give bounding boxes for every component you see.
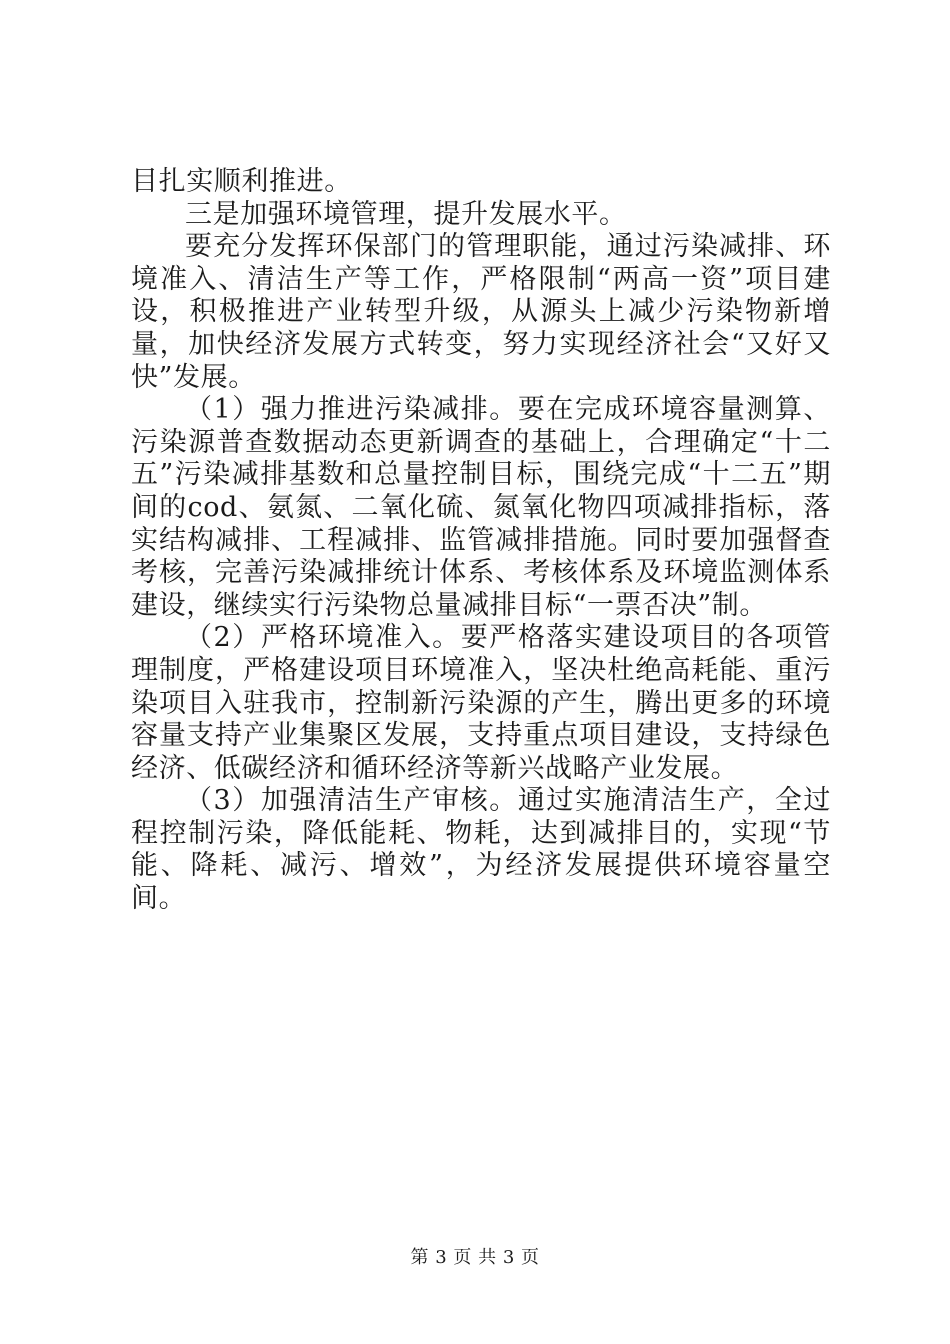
paragraph-item-2-environmental-access: （2）严格环境准入。要严格落实建设项目的各项管理制度，严格建设项目环境准入，坚决杜绝高耗能、重污染项目入驻我市，控制新污染源的产生，腾出更多的环境容量支持产业集聚区发展，支持重点项目建设，支持绿色经济、低碳经济和循环经济等新兴战略产业发展。 (131, 622, 831, 784)
paragraph-item-3-clean-production: （3）加强清洁生产审核。通过实施清洁生产，全过程控制污染，降低能耗、物耗，达到减排目的，实现“节能、降耗、减污、增效”，为经济发展提供环境容量空间。 (131, 785, 831, 915)
paragraph-continuation: 目扎实顺利推进。 (131, 166, 352, 197)
page-footer: 第 3 页 共 3 页 (410, 1247, 540, 1268)
paragraph-item-1-emission-reduction: （1）强力推进污染减排。要在完成环境容量测算、污染源普查数据动态更新调查的基础上，合理确定“十二五”污染减排基数和总量控制目标，围绕完成“十二五”期间的cod、氨氮、二氧化硫、氮氧化物四项减排指标，落实结构减排、工程减排、监管减排措施。同时要加强督查考核，完善污染减排统计体系、考核体系及环境监测体系建设，继续实行污染物总量减排目标“一票否决”制。 (131, 394, 831, 621)
document-body (131, 166, 831, 916)
paragraph-heading-environment-management: 三是加强环境管理，提升发展水平。 (185, 198, 627, 230)
paragraph-management-role: 要充分发挥环保部门的管理职能，通过污染减排、环境准入、清洁生产等工作，严格限制“两高一资”项目建设，积极推进产业转型升级，从源头上减少污染物新增量，加快经济发展方式转变，努力实现经济社会“又好又快”发展。 (131, 231, 831, 393)
